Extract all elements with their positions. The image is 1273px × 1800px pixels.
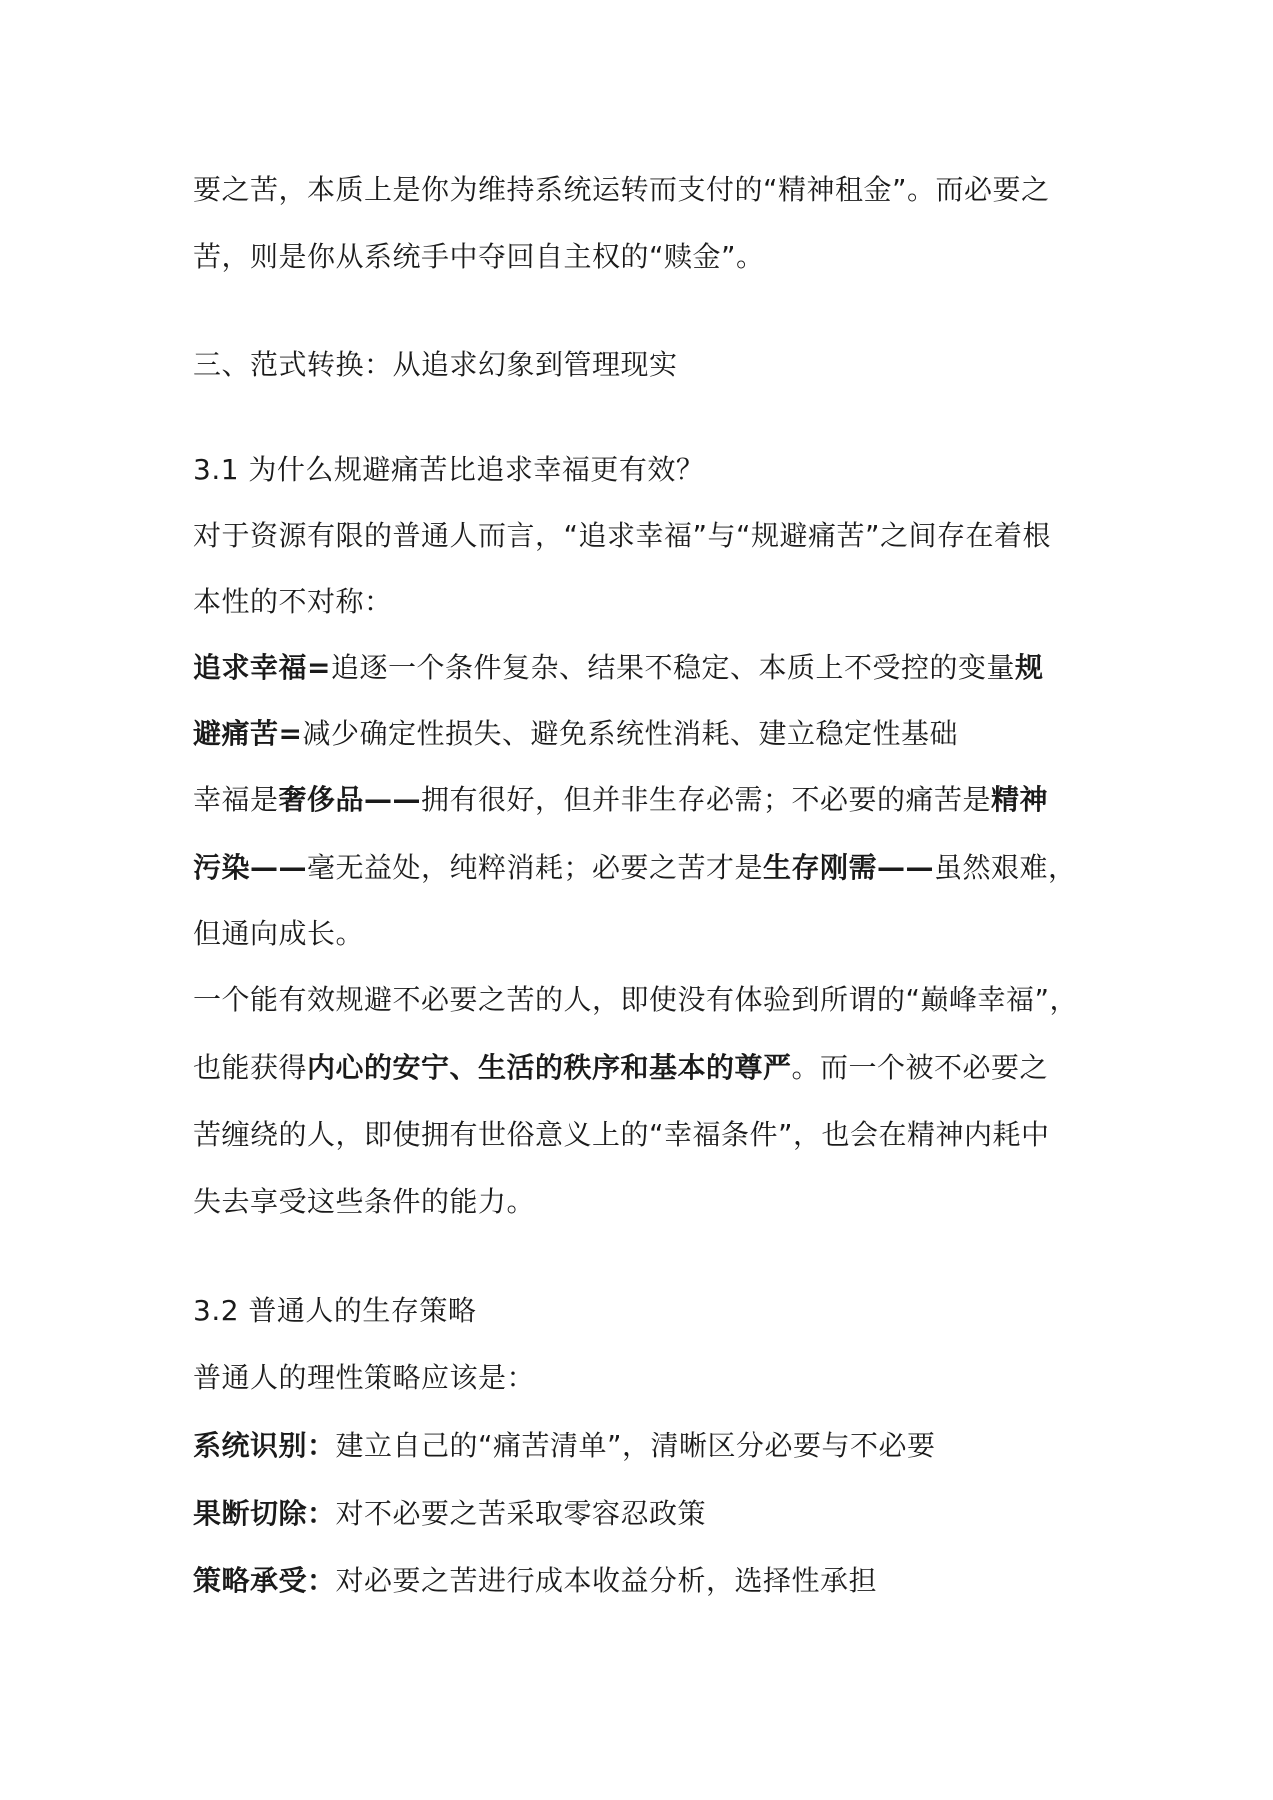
strategy-term: 果断切除： <box>193 1497 336 1530</box>
strategy-term: 策略承受： <box>193 1564 336 1597</box>
pollution-term-part1: 精神 <box>991 783 1049 816</box>
pursue-text: 追逐一个条件复杂、结果不稳定、本质上不受控的变量 <box>330 651 1015 684</box>
luxury-line-2 <box>193 850 1077 886</box>
strategy-text: 对不必要之苦采取零容忍政策 <box>335 1497 707 1530</box>
luxury-text-f: 毫无益处，纯粹消耗；必要之苦才是 <box>307 851 764 884</box>
avoid-pain-line <box>193 716 958 752</box>
avoid-term-part: 规 <box>1014 651 1044 684</box>
section-3-heading: 三、范式转换：从追求幻象到管理现实 <box>193 348 678 381</box>
strategy-item <box>193 1428 936 1464</box>
luxury-text-h: 虽然艰难， <box>934 851 1077 884</box>
intro-line-1: 对于资源有限的普通人而言，“追求幸福”与“规避痛苦”之间存在着根 <box>193 519 1052 552</box>
section-3-1-heading: 3.1 为什么规避痛苦比追求幸福更有效？ <box>193 453 705 486</box>
strategy-text: 对必要之苦进行成本收益分析，选择性承担 <box>335 1564 878 1597</box>
avoid-text: 减少确定性损失、避免系统性消耗、建立稳定性基础 <box>302 717 958 750</box>
strategy-text: 建立自己的“痛苦清单”，清晰区分必要与不必要 <box>335 1429 936 1462</box>
para2-text-a: 也能获得 <box>193 1051 308 1084</box>
intro-line-2: 本性的不对称： <box>193 585 393 618</box>
necessity-term: 生存刚需—— <box>763 851 935 884</box>
luxury-term: 奢侈品—— <box>278 783 422 816</box>
avoid-term: 避痛苦= <box>193 717 303 750</box>
para2-line-2 <box>193 1050 1048 1086</box>
para2-line-1: 一个能有效规避不必要之苦的人，即使没有体验到所谓的“巅峰幸福”， <box>193 983 1079 1016</box>
luxury-text-c: 拥有很好，但并非生存必需；不必要的痛苦是 <box>421 783 992 816</box>
strategy-item <box>193 1563 877 1599</box>
pursue-happiness-line <box>193 650 1044 686</box>
continuation-line-1: 要之苦，本质上是你为维持系统运转而支付的“精神租金”。而必要之 <box>193 173 1050 206</box>
pollution-term-part2: 污染—— <box>193 851 308 884</box>
luxury-line-1 <box>193 782 1048 818</box>
strategy-item <box>193 1496 706 1532</box>
para2-emphasis: 内心的安宁、生活的秩序和基本的尊严 <box>307 1051 792 1084</box>
para2-text-c: 。而一个被不必要之 <box>791 1051 1049 1084</box>
section-3-2-heading: 3.2 普通人的生存策略 <box>193 1294 477 1327</box>
luxury-text-a: 幸福是 <box>193 783 279 816</box>
strategy-term: 系统识别： <box>193 1429 336 1462</box>
para2-line-4: 失去享受这些条件的能力。 <box>193 1185 536 1218</box>
para2-line-3: 苦缠绕的人，即使拥有世俗意义上的“幸福条件”，也会在精神内耗中 <box>193 1118 1050 1151</box>
pursue-term: 追求幸福= <box>193 651 331 684</box>
continuation-line-2: 苦，则是你从系统手中夺回自主权的“赎金”。 <box>193 240 765 273</box>
strategy-intro: 普通人的理性策略应该是： <box>193 1361 536 1394</box>
luxury-line-3: 但通向成长。 <box>193 917 365 950</box>
